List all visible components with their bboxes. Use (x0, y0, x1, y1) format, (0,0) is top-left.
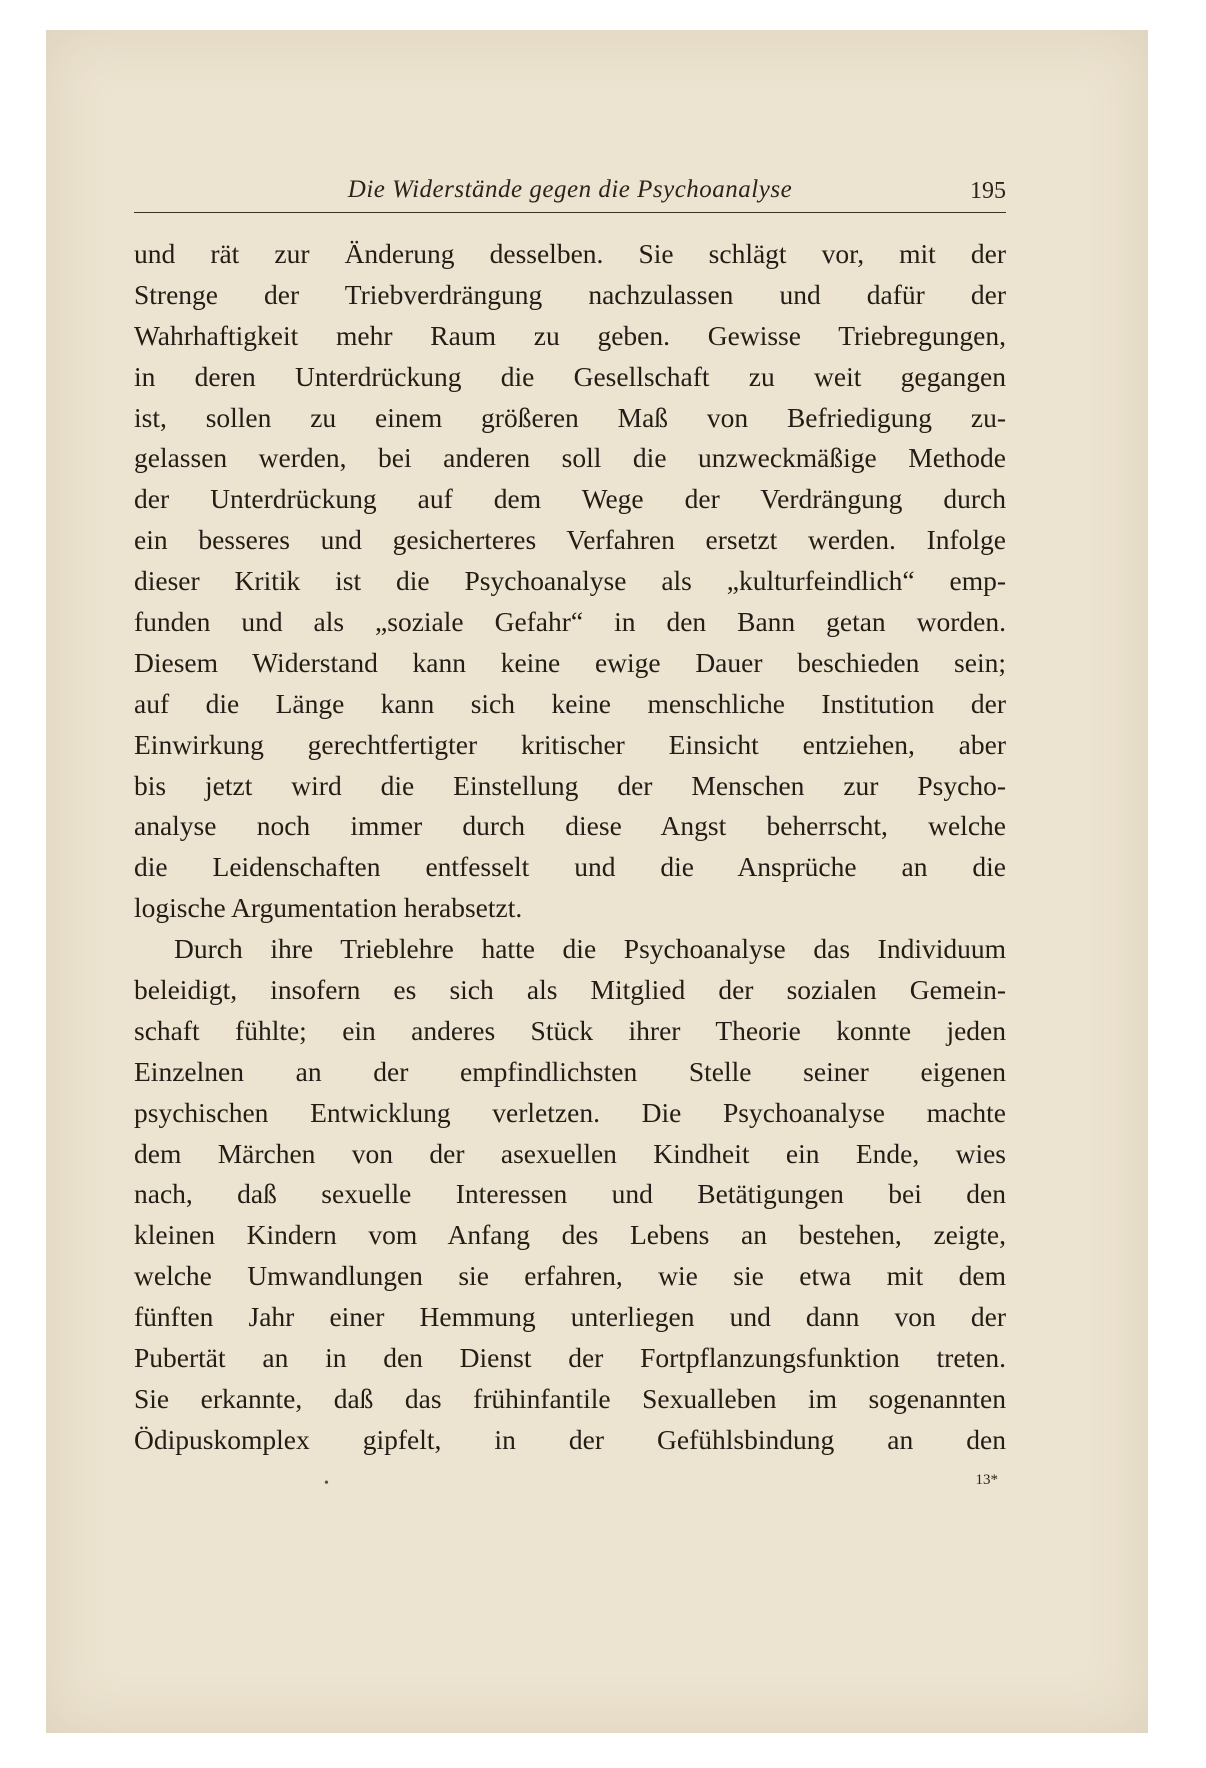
page-footer (134, 1472, 1006, 1502)
page-number: 195 (970, 178, 1006, 204)
body-text (134, 234, 1006, 1461)
text-line: analyse noch immer durch diese Angst beherrscht, welche (134, 810, 1006, 842)
running-header (134, 176, 1006, 213)
signature-mark: 13* (975, 1472, 998, 1488)
running-title: Die Widerstände gegen die Psychoanalyse (347, 176, 793, 203)
text-line: und rät zur Änderung desselben. Sie schlägt vor, mit der (134, 238, 1006, 269)
text-line: fünften Jahr einer Hemmung unterliegen und dann von der (134, 1301, 1006, 1333)
text-line: in deren Unterdrückung die Gesellschaft zu weit gegangen (134, 360, 1006, 392)
text-line: Wahrhaftigkeit mehr Raum zu geben. Gewisse Triebregungen, (134, 319, 1006, 351)
text-line: ein besseres und gesicherteres Verfahren ersetzt werden. Infolge (134, 524, 1006, 556)
text-line: dem Märchen von der asexuellen Kindheit ein Ende, wies (134, 1137, 1006, 1169)
text-line: Strenge der Triebverdrängung nachzulassen und dafür der (134, 278, 1006, 310)
text-line: gelassen werden, bei anderen soll die unzweckmäßige Methode (134, 442, 1006, 474)
text-line: auf die Länge kann sich keine menschliche Institution der (134, 687, 1006, 719)
text-line: der Unterdrückung auf dem Wege der Verdrängung durch (134, 483, 1006, 515)
text-line: psychischen Entwicklung verletzen. Die Psychoanalyse machte (134, 1096, 1006, 1128)
paragraph-start-line: Durch ihre Trieblehre hatte die Psychoanalyse das Individuum (174, 933, 1006, 965)
text-line: Sie erkannte, daß das frühinfantile Sexualleben im sogenannten (134, 1382, 1006, 1414)
text-line: Ödipuskomplex gipfelt, in der Gefühlsbindung an den (134, 1423, 1006, 1455)
text-line: funden und als „soziale Gefahr“ in den Bann getan worden. (134, 606, 1006, 638)
text-line: welche Umwandlungen sie erfahren, wie sie etwa mit dem (134, 1260, 1006, 1292)
text-line: Einwirkung gerechtfertigter kritischer Einsicht entziehen, aber (134, 728, 1006, 760)
printer-mark: • (324, 1476, 329, 1491)
text-line: Einzelnen an der empfindlichsten Stelle seiner eigenen (134, 1055, 1006, 1087)
text-line: Diesem Widerstand kann keine ewige Dauer beschieden sein; (134, 646, 1006, 678)
text-line: bis jetzt wird die Einstellung der Menschen zur Psycho- (134, 769, 1006, 801)
text-line: kleinen Kindern vom Anfang des Lebens an bestehen, zeigte, (134, 1219, 1006, 1251)
text-line: die Leidenschaften entfesselt und die Ansprüche an die (134, 851, 1006, 883)
text-line: Pubertät an in den Dienst der Fortpflanzungsfunktion treten. (134, 1342, 1006, 1374)
text-line: dieser Kritik ist die Psychoanalyse als „kulturfeindlich“ emp- (134, 565, 1006, 597)
text-line: beleidigt, insofern es sich als Mitglied der sozialen Gemein- (134, 974, 1006, 1006)
text-line: ist, sollen zu einem größeren Maß von Befriedigung zu- (134, 401, 1006, 433)
paragraph-end-line: logische Argumentation herabsetzt. (134, 892, 523, 924)
text-line: nach, daß sexuelle Interessen und Betätigungen bei den (134, 1178, 1006, 1210)
text-line: schaft fühlte; ein anderes Stück ihrer Theorie konnte jeden (134, 1014, 1006, 1046)
